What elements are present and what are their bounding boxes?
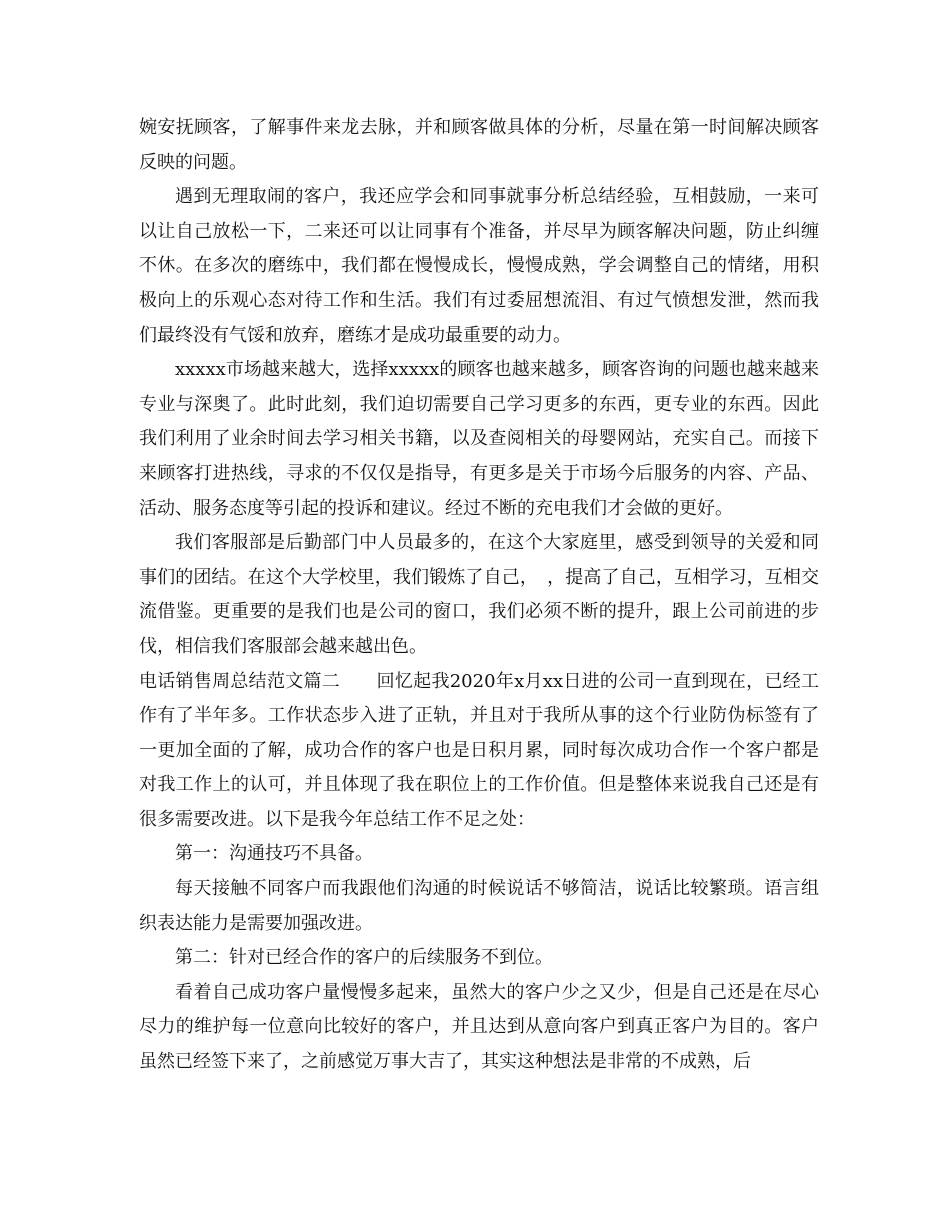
paragraph-9: 看着自己成功客户量慢慢多起来，虽然大的客户少之又少，但是自己还是在尽心尽力的维护每一位意向比较好的客户，并且达到从意向客户到真正客户为目的。客户虽然已经签下来了，之前感觉万事大吉了，其实这种想法是非常的不成熟，后 [139, 981, 819, 1073]
paragraph-3: xxxxx市场越来越大，选择xxxxx的顾客也越来越多，顾客咨询的问题也越来越来专业与深奥了。此时此刻，我们迫切需要自己学习更多的东西，更专业的东西。因此我们利用了业余时间去学习相关书籍，以及查阅相关的母婴网站，充实自己。而接下来顾客打进热线，寻求的不仅仅是指导，有更多是关于市场今后服务的内容、产品、活动、服务态度等引起的投诉和建议。经过不断的充电我们才会做的更好。 [139, 359, 819, 519]
paragraph-2: 遇到无理取闹的客户，我还应学会和同事就事分析总结经验，互相鼓励，一来可以让自己放松一下，二来还可以让同事有个准备，并尽早为顾客解决问题，防止纠缠不休。在多次的磨练中，我们都在慢慢成长，慢慢成熟，学会调整自己的情绪，用积极向上的乐观心态对待工作和生活。我们有过委屈想流泪、有过气愤想发泄，然而我们最终没有气馁和放弃，磨练才是成功最重要的动力。 [139, 186, 819, 346]
paragraph-4: 我们客服部是后勤部门中人员最多的，在这个大家庭里，感受到领导的关爱和同事们的团结。在这个大学校里，我们锻炼了自己， ，提高了自己，互相学习，互相交流借鉴。更重要的是我们也是公司的窗口，我们必须不断的提升，跟上公司前进的步伐，相信我们客服部会越来越出色。 [139, 532, 819, 657]
paragraph-8: 第二：针对已经合作的客户的后续服务不到位。 [175, 947, 553, 969]
document-body [139, 111, 819, 1080]
paragraph-1: 婉安抚顾客，了解事件来龙去脉，并和顾客做具体的分析，尽量在第一时间解决顾客反映的问题。 [139, 117, 819, 173]
paragraph-7: 每天接触不同客户而我跟他们沟通的时候说话不够简洁，说话比较繁琐。语言组织表达能力是需要加强改进。 [139, 878, 819, 934]
paragraph-6: 第一：沟通技巧不具备。 [175, 843, 373, 865]
paragraph-5-section-heading: 电话销售周总结范文篇二 回忆起我2020年x月xx日进的公司一直到现在，已经工作有了半年多。工作状态步入进了正轨，并且对于我所从事的这个行业防伪标签有了一更加全面的了解，成功合作的客户也是日积月累，同时每次成功合作一个客户都是对我工作上的认可，并且体现了我在职位上的工作价值。但是整体来说我自己还是有很多需要改进。以下是我今年总结工作不足之处： [139, 670, 819, 830]
